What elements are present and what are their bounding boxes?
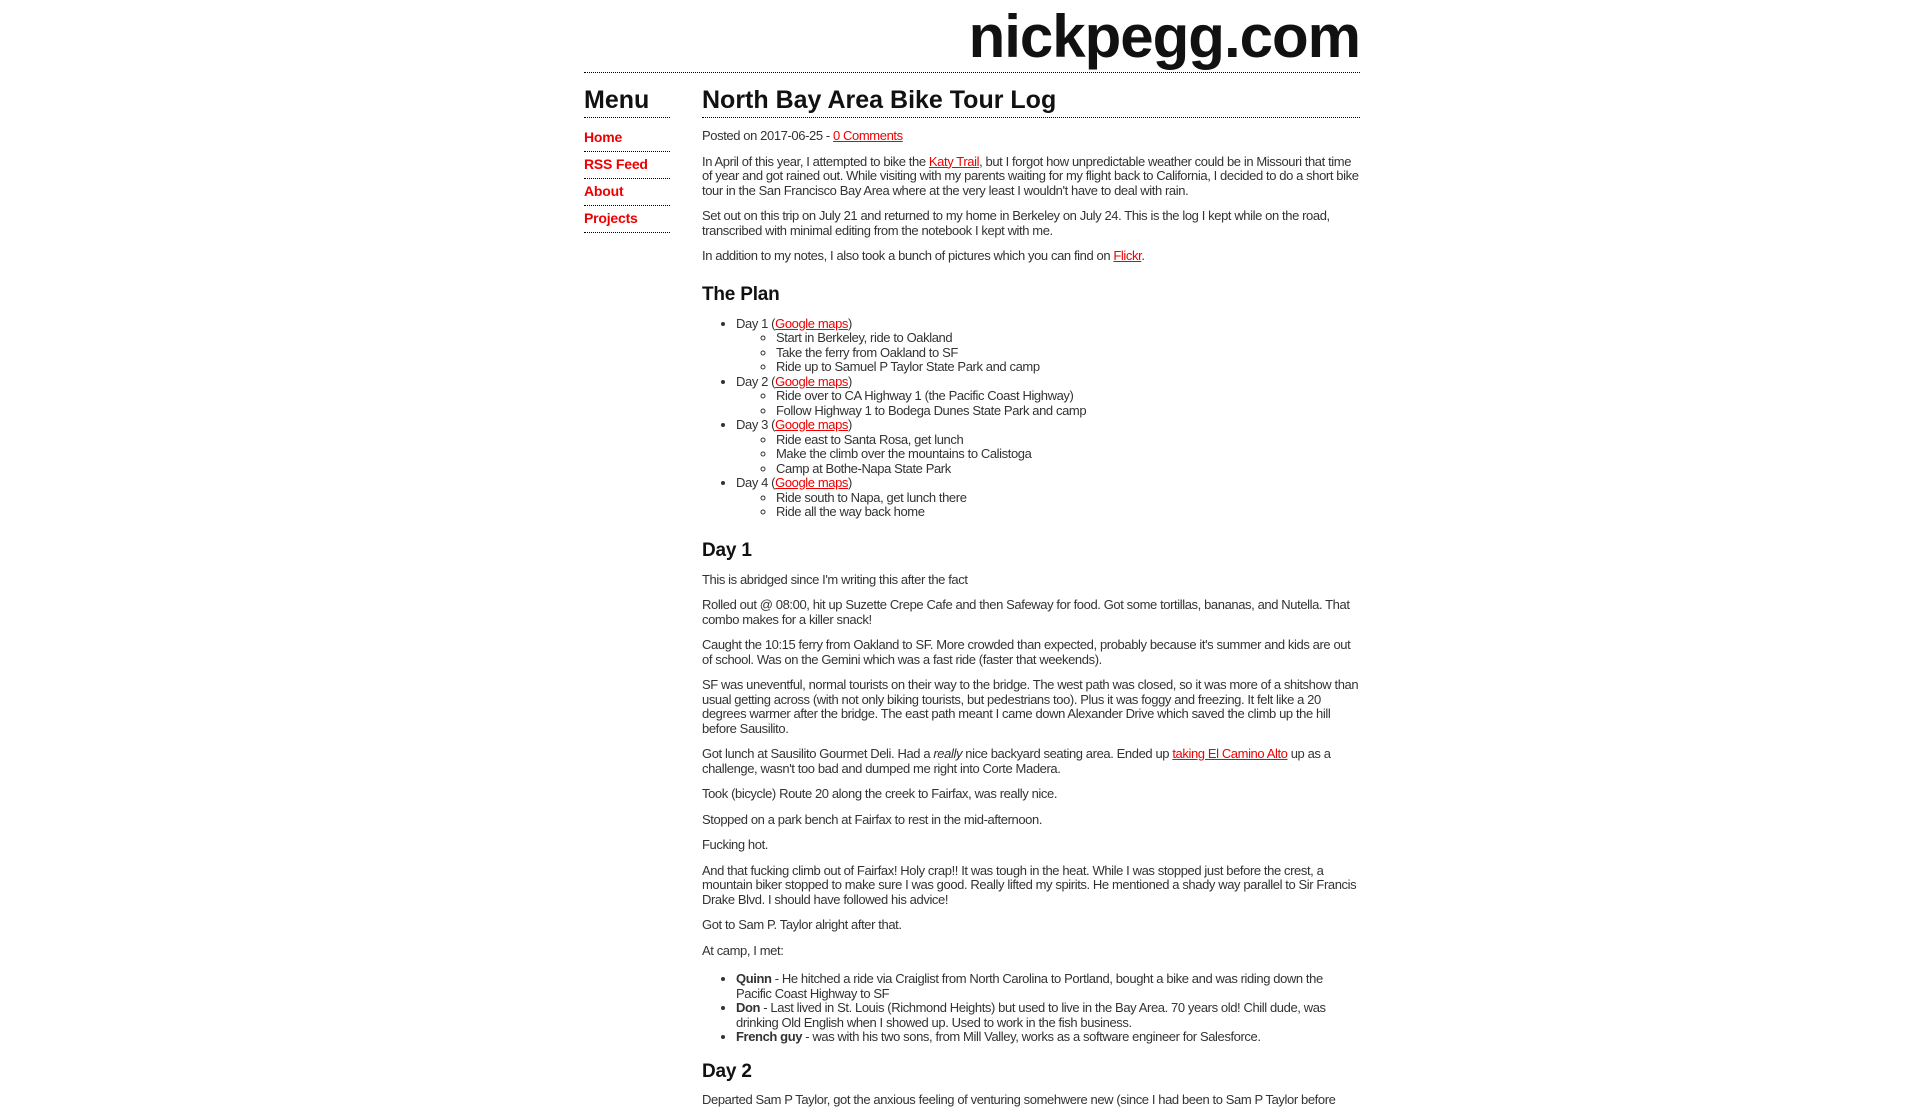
paragraph-text: In April of this year, I attempted to bike the xyxy=(702,153,929,169)
paragraph-intro-3 xyxy=(702,249,1360,264)
paragraph-text: . xyxy=(1141,248,1145,263)
rss-feed-link[interactable]: RSS Feed xyxy=(584,156,648,172)
camp-person-french-guy xyxy=(736,1030,1360,1045)
plan-list xyxy=(702,317,1360,520)
post-title: North Bay Area Bike Tour Log xyxy=(702,73,1360,118)
site-title: nickpegg.com xyxy=(968,3,1360,70)
plan-day-3-sublist xyxy=(736,433,1360,477)
paragraph-text: In addition to my notes, I also took a bunch of pictures which you can find on xyxy=(702,248,1114,263)
paragraph-day1-1: This is abridged since I'm writing this after the fact xyxy=(702,571,968,587)
home-link[interactable]: Home xyxy=(584,129,623,145)
paragraph-day1-7: Stopped on a park bench at Fairfax to rest in the mid-afternoon. xyxy=(702,811,1043,827)
plan-subitem: ◦ Start in Berkeley, ride to Oakland xyxy=(776,331,1360,346)
content-columns xyxy=(584,73,1360,1118)
plan-subitem: ◦ Take the ferry from Oakland to SF xyxy=(776,346,1360,361)
google-maps-link[interactable]: Google maps xyxy=(775,315,849,331)
paragraph-intro-1 xyxy=(702,155,1360,199)
paragraph-text: Got lunch at Sausilito Gourmet Deli. Had a xyxy=(702,746,934,761)
plan-day-label: ) xyxy=(848,475,852,490)
sidebar-item-projects xyxy=(584,206,670,233)
plan-day-label: Day 2 ( xyxy=(736,373,776,389)
person-description: - was with his two sons, from Mill Valley, works as a software engineer for Salesforce. xyxy=(802,1029,1261,1044)
katy-trail-link[interactable]: Katy Trail xyxy=(928,153,980,169)
post-article xyxy=(702,73,1360,1118)
page-container xyxy=(584,0,1360,1118)
emphasized-text: really xyxy=(933,746,963,761)
plan-subitem: ◦ Ride east to Santa Rosa, get lunch xyxy=(776,433,1360,448)
person-name: Don xyxy=(736,1000,761,1015)
person-description: - He hitched a ride via Craiglist from North Carolina to Portland, bought a bike and was riding down the Pacific Coast Highway to SF xyxy=(736,971,1323,1001)
sidebar xyxy=(584,73,670,233)
section-heading-the-plan: The Plan xyxy=(702,283,780,305)
paragraph-day1-5 xyxy=(702,747,1360,776)
el-camino-alto-link[interactable]: taking El Camino Alto xyxy=(1172,746,1288,761)
google-maps-link[interactable]: Google maps xyxy=(775,373,849,389)
person-name: Quinn xyxy=(736,971,772,986)
paragraph-day1-4: SF was uneventful, normal tourists on their way to the bridge. The west path was closed, so it was more of a shitshow than usual getting across (with not only biking tourists, but pedestrians too). Plus it was foggy and freezing. It felt like a 20 degrees warmer after the bridge. The east path meant I came down Alexander Drive which saved the climb up the hill before Sausilito. xyxy=(702,677,1359,736)
plan-day-label: ) xyxy=(848,315,852,331)
comments-link[interactable]: 0 Comments xyxy=(833,128,903,143)
camp-person-quinn xyxy=(736,972,1360,1001)
plan-day-3 xyxy=(736,418,1360,476)
flickr-link[interactable]: Flickr xyxy=(1113,248,1142,263)
plan-subitem: ◦ Camp at Bothe-Napa State Park xyxy=(776,462,1360,477)
paragraph-day1-11: At camp, I met: xyxy=(702,942,784,958)
plan-day-label: ) xyxy=(848,417,852,432)
menu-heading: Menu xyxy=(584,73,670,118)
paragraph-text: nice backyard seating area. Ended up xyxy=(962,746,1173,761)
plan-day-4 xyxy=(736,476,1360,520)
paragraph-day1-2: Rolled out @ 08:00, hit up Suzette Crepe Cafe and then Safeway for food. Got some tortillas, bananas, and Nutella. That combo makes for a killer snack! xyxy=(702,597,1350,627)
post-meta xyxy=(702,129,1360,144)
plan-day-label: Day 1 ( xyxy=(736,315,776,331)
paragraph-day1-6: Took (bicycle) Route 20 along the creek to Fairfax, was really nice. xyxy=(702,786,1058,801)
paragraph-day1-10: Got to Sam P. Taylor alright after that. xyxy=(702,917,902,932)
plan-day-label: Day 4 ( xyxy=(736,475,776,490)
plan-subitem: ◦ Ride south to Napa, get lunch there xyxy=(776,491,1360,506)
plan-day-2 xyxy=(736,375,1360,419)
plan-day-4-sublist xyxy=(736,491,1360,520)
plan-subitem: ◦ Ride up to Samuel P Taylor State Park and camp xyxy=(776,360,1360,375)
person-description: - Last lived in St. Louis (Richmond Heights) but used to live in the Bay Area. 70 years old! Chill dude, was drinking Old English when I showed up. Used to work in the fish business. xyxy=(736,1000,1326,1030)
paragraph-day2-1: Departed Sam P Taylor, got the anxious feeling of venturing somehwere new (since I had been to Sam P Taylor before xyxy=(702,1091,1336,1107)
paragraph-day1-9: And that fucking climb out of Fairfax! Holy crap!! It was tough in the heat. While I was stopped just before the crest, a mountain biker stopped to make sure I was good. Really lifted my spirits. He mentioned a shady way parallel to Sir Francis Drake Blvd. I should have followed his advice! xyxy=(702,862,1357,907)
camp-list xyxy=(702,972,1360,1045)
plan-day-1-sublist xyxy=(736,331,1360,375)
sidebar-item-rss-feed xyxy=(584,152,670,179)
menu-list xyxy=(584,125,670,233)
projects-link[interactable]: Projects xyxy=(584,210,638,226)
plan-subitem: ◦ Ride all the way back home xyxy=(776,505,1360,520)
plan-day-label: ) xyxy=(848,373,852,389)
plan-subitem: ◦ Make the climb over the mountains to Calistoga xyxy=(776,447,1360,462)
paragraph-text: , but I forgot how unpredictable weather could be in Missouri that time of year and got rained out. While visiting with my parents waiting for my flight back to California, I decided to do a short bike tour in the San Francisco Bay Area where at the very least I wouldn't have to deal with rain. xyxy=(702,153,1359,198)
plan-day-1 xyxy=(736,317,1360,375)
sidebar-item-about xyxy=(584,179,670,206)
person-name: French guy xyxy=(736,1029,803,1044)
posted-date-text: Posted on 2017-06-25 - xyxy=(702,128,834,143)
google-maps-link[interactable]: Google maps xyxy=(775,417,849,432)
paragraph-day1-3: Caught the 10:15 ferry from Oakland to SF. More crowded than expected, probably because it's summer and kids are out of school. Was on the Gemini which was a fast ride (faster that weekends). xyxy=(702,637,1351,667)
paragraph-day1-8: Fucking hot. xyxy=(702,837,769,852)
section-heading-day-1: Day 1 xyxy=(702,539,752,561)
plan-subitem: ◦ Follow Highway 1 to Bodega Dunes State Park and camp xyxy=(776,404,1360,419)
sidebar-item-home xyxy=(584,125,670,152)
section-heading-day-2: Day 2 xyxy=(702,1060,752,1082)
plan-day-label: Day 3 ( xyxy=(736,417,776,432)
paragraph-text: up as a challenge, wasn't too bad and dumped me right into Corte Madera. xyxy=(702,746,1331,776)
camp-person-don xyxy=(736,1001,1360,1030)
plan-subitem: ◦ Ride over to CA Highway 1 (the Pacific Coast Highway) xyxy=(776,389,1360,404)
paragraph-intro-2: Set out on this trip on July 21 and returned to my home in Berkeley on July 24. This is the log I kept while on the road, transcribed with minimal editing from the notebook I kept with me. xyxy=(702,208,1330,238)
google-maps-link[interactable]: Google maps xyxy=(775,475,849,490)
plan-day-2-sublist xyxy=(736,389,1360,418)
about-link[interactable]: About xyxy=(584,183,624,199)
site-header xyxy=(584,0,1360,73)
